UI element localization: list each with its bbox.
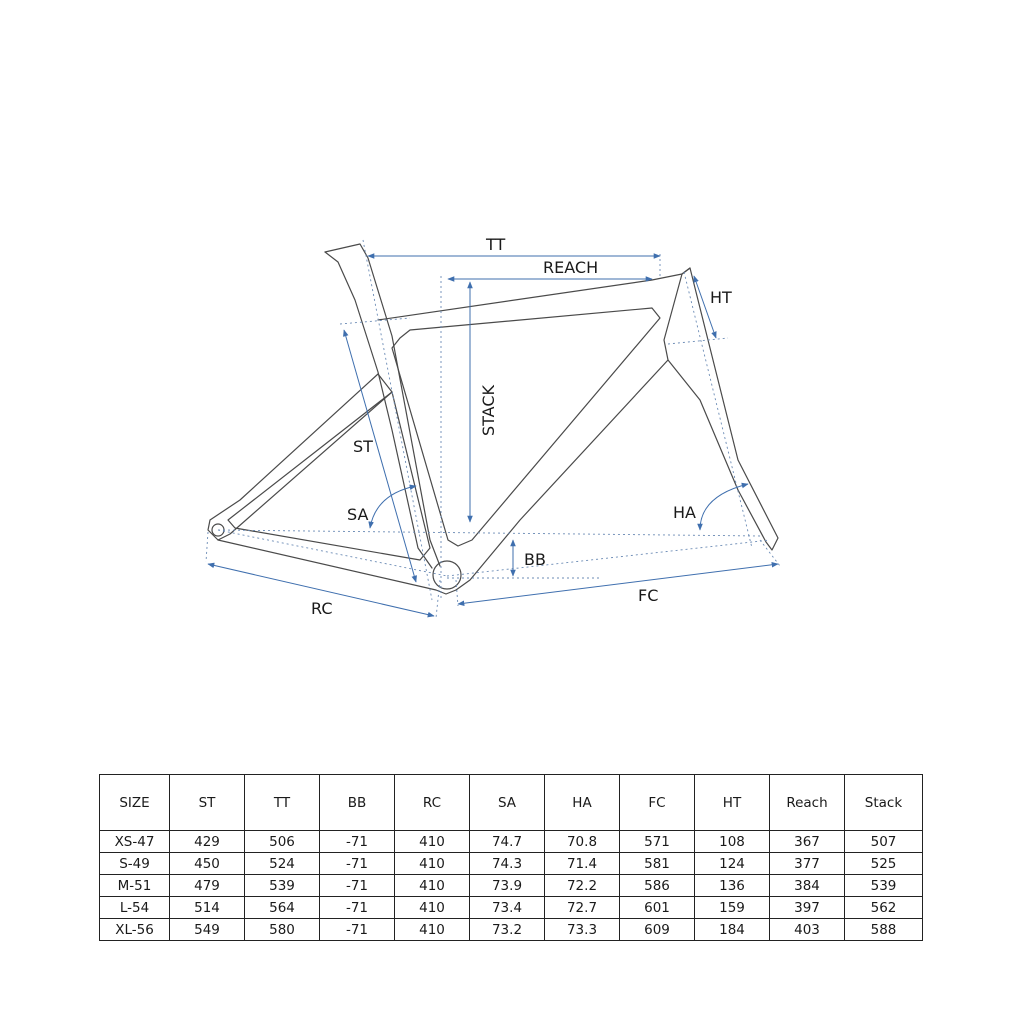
table-row <box>100 897 923 919</box>
col-header-bb: BB <box>320 775 395 831</box>
table-cell: 549 <box>170 919 245 941</box>
table-cell: -71 <box>320 919 395 941</box>
table-row <box>100 919 923 941</box>
label-stack: STACK <box>479 384 498 436</box>
col-header-tt: TT <box>245 775 320 831</box>
table-cell: XS-47 <box>100 831 170 853</box>
label-fc: FC <box>638 586 659 605</box>
col-header-ht: HT <box>695 775 770 831</box>
table-cell: 562 <box>845 897 923 919</box>
table-cell: -71 <box>320 897 395 919</box>
col-header-sa: SA <box>470 775 545 831</box>
table-cell: 601 <box>620 897 695 919</box>
table-cell: 506 <box>245 831 320 853</box>
table-header-row <box>100 775 923 831</box>
table-cell: 524 <box>245 853 320 875</box>
table-cell: 507 <box>845 831 923 853</box>
col-header-st: ST <box>170 775 245 831</box>
table-row <box>100 831 923 853</box>
table-cell: 571 <box>620 831 695 853</box>
table-cell: 73.4 <box>470 897 545 919</box>
table-cell: 586 <box>620 875 695 897</box>
table-cell: XL-56 <box>100 919 170 941</box>
table-cell: 377 <box>770 853 845 875</box>
ha-arrow <box>700 484 748 530</box>
table-cell: 479 <box>170 875 245 897</box>
table-cell: 609 <box>620 919 695 941</box>
table-cell: 539 <box>845 875 923 897</box>
table-cell: 588 <box>845 919 923 941</box>
table-cell: 184 <box>695 919 770 941</box>
label-sa: SA <box>347 505 369 524</box>
fc-arrow <box>458 564 778 604</box>
table-cell: 580 <box>245 919 320 941</box>
table-cell: -71 <box>320 831 395 853</box>
col-header-stack: Stack <box>845 775 923 831</box>
table-cell: 72.7 <box>545 897 620 919</box>
seat-stay-inner <box>228 392 430 560</box>
label-st: ST <box>353 437 373 456</box>
table-cell: 403 <box>770 919 845 941</box>
table-cell: 410 <box>395 831 470 853</box>
table-cell: 429 <box>170 831 245 853</box>
table-body <box>100 831 923 941</box>
st-arrow <box>344 330 416 582</box>
top-tube <box>378 268 690 320</box>
table-cell: 410 <box>395 875 470 897</box>
label-ha: HA <box>673 503 696 522</box>
table-cell: 124 <box>695 853 770 875</box>
dimension-labels <box>311 235 732 618</box>
col-header-rc: RC <box>395 775 470 831</box>
label-ht: HT <box>710 288 732 307</box>
col-header-fc: FC <box>620 775 695 831</box>
table-cell: 564 <box>245 897 320 919</box>
table-cell: 136 <box>695 875 770 897</box>
seat-tube-rear <box>325 252 432 568</box>
label-bb: BB <box>524 550 546 569</box>
table-cell: L-54 <box>100 897 170 919</box>
table-cell: 70.8 <box>545 831 620 853</box>
table-cell: -71 <box>320 853 395 875</box>
table-cell: 73.2 <box>470 919 545 941</box>
table-cell: 74.7 <box>470 831 545 853</box>
table-cell: 71.4 <box>545 853 620 875</box>
col-header-ha: HA <box>545 775 620 831</box>
table-cell: 108 <box>695 831 770 853</box>
table-cell: 525 <box>845 853 923 875</box>
table-cell: 74.3 <box>470 853 545 875</box>
col-header-size: SIZE <box>100 775 170 831</box>
table-cell: 410 <box>395 897 470 919</box>
label-rc: RC <box>311 599 333 618</box>
top-tube-inner <box>392 308 660 546</box>
table-cell: 73.9 <box>470 875 545 897</box>
table-cell: 384 <box>770 875 845 897</box>
bottom-bracket <box>433 561 461 589</box>
table-cell: 410 <box>395 919 470 941</box>
table-cell: 410 <box>395 853 470 875</box>
table-cell: 397 <box>770 897 845 919</box>
label-tt: TT <box>486 235 506 254</box>
table-cell: 539 <box>245 875 320 897</box>
col-header-reach: Reach <box>770 775 845 831</box>
table-cell: 450 <box>170 853 245 875</box>
table-cell: 367 <box>770 831 845 853</box>
table-row <box>100 875 923 897</box>
geometry-table <box>99 774 923 941</box>
chain-stay <box>218 540 456 594</box>
table-row <box>100 853 923 875</box>
table-cell: S-49 <box>100 853 170 875</box>
table-cell: 73.3 <box>545 919 620 941</box>
table-cell: 72.2 <box>545 875 620 897</box>
label-reach: REACH <box>543 258 599 277</box>
table-cell: 514 <box>170 897 245 919</box>
table-cell: 581 <box>620 853 695 875</box>
table-cell: -71 <box>320 875 395 897</box>
table-cell: 159 <box>695 897 770 919</box>
table-cell: M-51 <box>100 875 170 897</box>
